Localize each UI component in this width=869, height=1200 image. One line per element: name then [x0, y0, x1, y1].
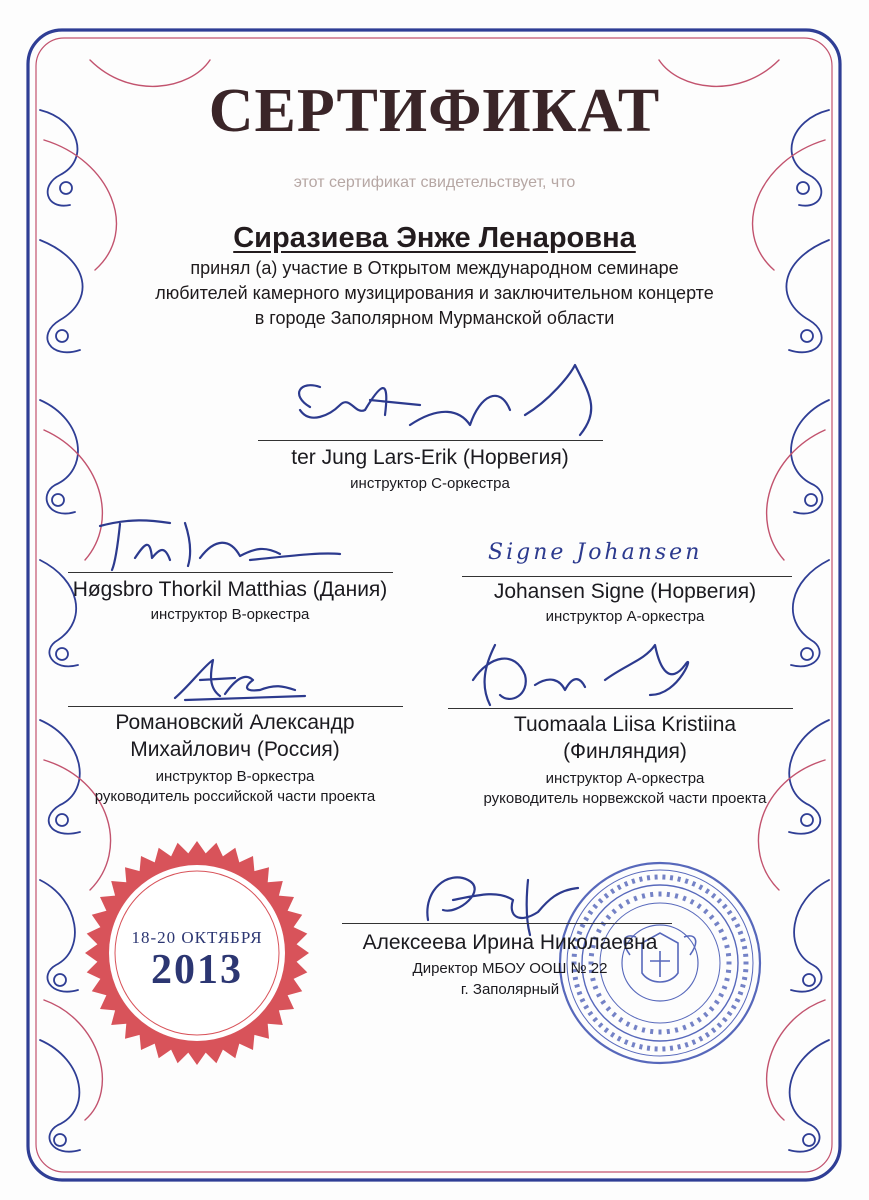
signatory-role-romanovsky: инструктор В-оркестра [155, 768, 315, 785]
stamp-ring-glyph [625, 1021, 630, 1027]
stamp-ring-glyph [690, 899, 695, 905]
stamp-ring-glyph [727, 910, 733, 915]
stamp-ring-glyph [705, 1032, 710, 1038]
seal-dates: 18-20 ОКТЯБРЯ [131, 928, 263, 947]
stamp-ring-glyph [610, 1032, 615, 1038]
certificate-title: СЕРТИФИКАТ [208, 77, 661, 145]
signature-alekseeva [408, 860, 588, 940]
signature-hogsbro [90, 508, 350, 580]
signatory-role-tuomaala: инструктор А-оркестра [545, 770, 705, 787]
stamp-ring-glyph [744, 962, 749, 965]
stamp-ring-glyph [617, 1036, 622, 1042]
stamp-ring-glyph [691, 881, 696, 887]
signature-line-hogsbro [68, 572, 393, 573]
stamp-ring-glyph [639, 1044, 643, 1050]
stamp-ring-glyph [641, 893, 645, 899]
stamp-ring-glyph [604, 1027, 609, 1033]
signatory-role-johansen: инструктор А-оркестра [545, 608, 705, 625]
stamp-ring-glyph [731, 1005, 737, 1010]
signature-tuomaala [455, 625, 715, 715]
stamp-ring-glyph [604, 893, 609, 899]
stamp-ring-glyph [587, 1011, 593, 1016]
description-line-2: любителей камерного музицирования и заключительном концерте [155, 283, 714, 303]
signatory-name-tuomaala-1: Tuomaala Liisa Kristiina [513, 713, 737, 736]
stamp-ring-glyph [722, 1017, 728, 1023]
signature-romanovsky [165, 650, 315, 710]
stamp-ring-glyph [611, 909, 617, 915]
stamp-ring-glyph [611, 1012, 617, 1018]
stamp-ring-glyph [724, 944, 730, 948]
stamp-ring-glyph [592, 1017, 598, 1023]
stamp-ring-glyph [647, 875, 651, 880]
stamp-ring-glyph [625, 899, 630, 905]
certificate-subtitle: этот сертификат свидетельствует, что [293, 174, 576, 191]
stamp-ring-glyph [697, 1017, 702, 1023]
stamp-ring-glyph [573, 976, 578, 980]
stamp-ring-glyph [724, 977, 730, 981]
stamp-ring-glyph [682, 896, 687, 902]
description-line-1: принял (а) участие в Открытом международном семинаре [190, 258, 679, 278]
stamp-ring-glyph [705, 888, 710, 894]
signatory-name-hogsbro: Høgsbro Thorkil Matthias (Дания) [72, 578, 388, 601]
stamp-ring-glyph [659, 1030, 662, 1035]
signatory-name-romanovsky-2: Михайлович (Россия) [130, 738, 340, 761]
recipient-name-text: Сиразиева Энже Ленаровна [233, 222, 636, 254]
signature-line-alekseeva [342, 923, 672, 924]
stamp-ring-glyph [703, 909, 709, 915]
stamp-ring-glyph [598, 898, 604, 904]
stamp-ring-glyph [650, 892, 654, 897]
signatory-name-alekseeva: Алексеева Ирина Николаевна [362, 931, 658, 954]
stamp-ring-glyph [735, 923, 741, 928]
stamp-ring-glyph [711, 893, 716, 899]
stamp-ring-glyph [587, 910, 593, 915]
stamp-ring-glyph [647, 1046, 651, 1051]
signature-line-ter-jung [258, 440, 603, 441]
stamp-ring-glyph [738, 931, 744, 936]
stamp-ring-glyph [717, 898, 723, 904]
stamp-ring-glyph [697, 903, 702, 909]
stamp-ring-glyph [690, 1021, 695, 1027]
stamp-ring-glyph [592, 904, 598, 910]
stamp-ring-glyph [650, 1029, 654, 1034]
stamp-ring-glyph [580, 998, 586, 1003]
stamp-ring-glyph [633, 1025, 638, 1031]
stamp-ring-glyph [740, 938, 746, 942]
stamp-ring-glyph [727, 962, 732, 965]
stamp-ring-glyph [743, 969, 748, 972]
stamp-ring-glyph [631, 1042, 635, 1048]
description-line-3: в городе Заполярном Мурманской области [254, 308, 615, 328]
stamp-ring-glyph [674, 1027, 678, 1033]
signature-ter-jung [270, 355, 620, 450]
signature-line-tuomaala [448, 708, 793, 709]
stamp-ring-glyph [654, 1046, 657, 1051]
stamp-ring-glyph [709, 914, 715, 920]
stamp-ring-glyph [691, 1039, 696, 1045]
stamp-ring-glyph [600, 1000, 606, 1005]
stamp-ring-glyph [740, 984, 746, 988]
stamp-ring-glyph [682, 1025, 687, 1031]
stamp-ring-glyph [583, 1005, 589, 1010]
signature-line-johansen [462, 576, 792, 577]
stamp-ring-glyph [667, 1029, 671, 1034]
stamp-ring-glyph [684, 878, 688, 884]
stamp-ring-glyph [742, 976, 747, 980]
stamp-ring-glyph [674, 893, 678, 899]
stamp-ring-glyph [654, 875, 657, 880]
signature-line-romanovsky [68, 706, 403, 707]
stamp-ring-glyph [738, 991, 744, 996]
stamp-ring-glyph [631, 878, 635, 884]
stamp-ring-glyph [714, 921, 720, 926]
stamp-ring-glyph [677, 876, 681, 882]
stamp-ring-glyph [727, 1011, 733, 1016]
signature-johansen: Signe Johansen [488, 540, 703, 565]
stamp-ring-glyph [735, 998, 741, 1003]
stamp-ring-glyph [670, 1046, 674, 1051]
stamp-ring-glyph [606, 1006, 612, 1012]
stamp-ring-glyph [698, 1036, 703, 1042]
signatory-role2-tuomaala: руководитель норвежской части проекта [483, 790, 767, 807]
stamp-ring-glyph [703, 1012, 709, 1018]
stamp-ring-glyph [684, 1042, 688, 1048]
stamp-ring-glyph [698, 884, 703, 890]
stamp-ring-glyph [606, 914, 612, 920]
stamp-ring-glyph [711, 1027, 716, 1033]
stamp-ring-glyph [726, 953, 731, 957]
stamp-ring-glyph [742, 946, 747, 950]
stamp-ring-glyph [714, 1000, 720, 1005]
stamp-ring-glyph [624, 1039, 629, 1045]
signatory-name-ter-jung: ter Jung Lars-Erik (Норвегия) [291, 446, 569, 469]
stamp-ring-glyph [610, 888, 615, 894]
stamp-ring-glyph [617, 884, 622, 890]
stamp-ring-glyph [641, 1027, 645, 1033]
stamp-ring-glyph [624, 881, 629, 887]
recipient-name [0, 222, 869, 255]
seal-year: 2013 [151, 947, 243, 993]
stamp-ring-glyph [726, 970, 731, 974]
signatory-role-hogsbro: инструктор В-оркестра [150, 606, 310, 623]
stamp-ring-glyph [662, 875, 665, 880]
signatory-name-johansen: Johansen Signe (Норвегия) [493, 580, 757, 603]
signatory-name-romanovsky-1: Романовский Александр [115, 711, 355, 734]
stamp-ring-glyph [633, 896, 638, 902]
stamp-ring-glyph [598, 1022, 604, 1028]
stamp-ring-glyph [743, 954, 748, 957]
stamp-ring-glyph [677, 1044, 681, 1050]
signatory-name-tuomaala-2: (Финляндия) [563, 740, 687, 763]
stamp-ring-glyph [662, 1046, 665, 1051]
stamp-ring-glyph [670, 875, 674, 880]
stamp-ring-glyph [639, 876, 643, 882]
stamp-ring-glyph [709, 1006, 715, 1012]
stamp-ring-glyph [618, 1017, 623, 1023]
stamp-ring-glyph [731, 916, 737, 921]
signatory-role-ter-jung: инструктор С-оркестра [350, 475, 510, 492]
signatory-role-alekseeva: Директор МБОУ ООШ № 22 [412, 960, 608, 977]
stamp-ring-glyph [618, 903, 623, 909]
stamp-ring-glyph [722, 936, 728, 941]
signatory-role2-romanovsky: руководитель российской части проекта [94, 788, 376, 805]
stamp-ring-glyph [717, 1022, 723, 1028]
stamp-ring-glyph [722, 985, 728, 990]
signatory-location-alekseeva: г. Заполярный [460, 981, 560, 998]
stamp-ring-glyph [722, 904, 728, 910]
stamp-ring-glyph [659, 892, 662, 897]
stamp-ring-glyph [667, 892, 671, 897]
